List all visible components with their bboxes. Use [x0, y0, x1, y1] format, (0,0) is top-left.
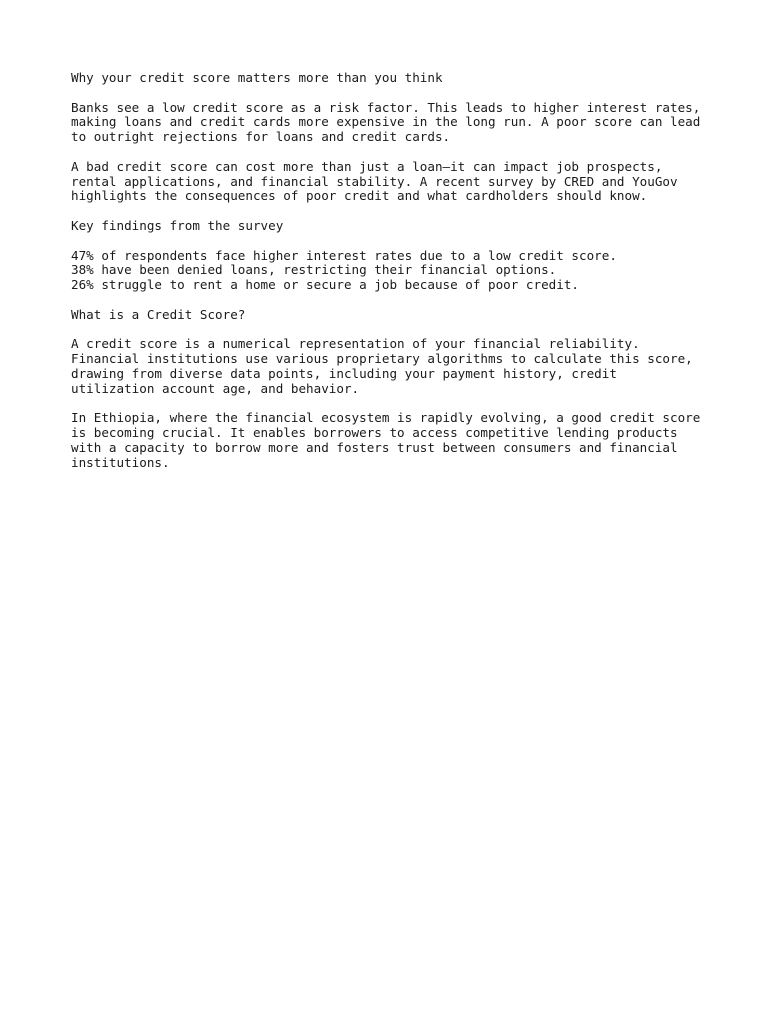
intro-paragraph-1: Banks see a low credit score as a risk factor. This leads to higher interest rates, making loans and credit cards more expensive in the long run. A poor score can lead to outright rejections for loans and credit cards. — [71, 99, 701, 145]
findings-heading: Key findings from the survey — [71, 217, 284, 233]
definition-paragraph-1: A credit score is a numerical representation of your financial reliability. Financial institutions use various proprietary algorithms to calculate this score, drawing from diverse data points, including your payment history, credit utilization account age, and behavior. — [71, 336, 693, 396]
document-page — [71, 71, 711, 485]
finding-item: 38% have been denied loans, restricting their financial options. — [71, 262, 557, 278]
findings-list — [71, 249, 711, 293]
finding-item: 47% of respondents face higher interest rates due to a low credit score. — [71, 247, 617, 263]
finding-item: 26% struggle to rent a home or secure a job because of poor credit. — [71, 277, 579, 293]
definition-heading: What is a Credit Score? — [71, 306, 246, 322]
document-title: Why your credit score matters more than you think — [71, 70, 443, 85]
intro-paragraph-2: A bad credit score can cost more than just a loan—it can impact job prospects, rental applications, and financial stability. A recent survey by CRED and YouGov highlights the consequences of poor credit and what cardholders should know. — [71, 158, 678, 204]
definition-paragraph-2: In Ethiopia, where the financial ecosystem is rapidly evolving, a good credit score is becoming crucial. It enables borrowers to access competitive lending products with a capacity to borrow more and fosters trust between consumers and financial institutions. — [71, 410, 701, 470]
